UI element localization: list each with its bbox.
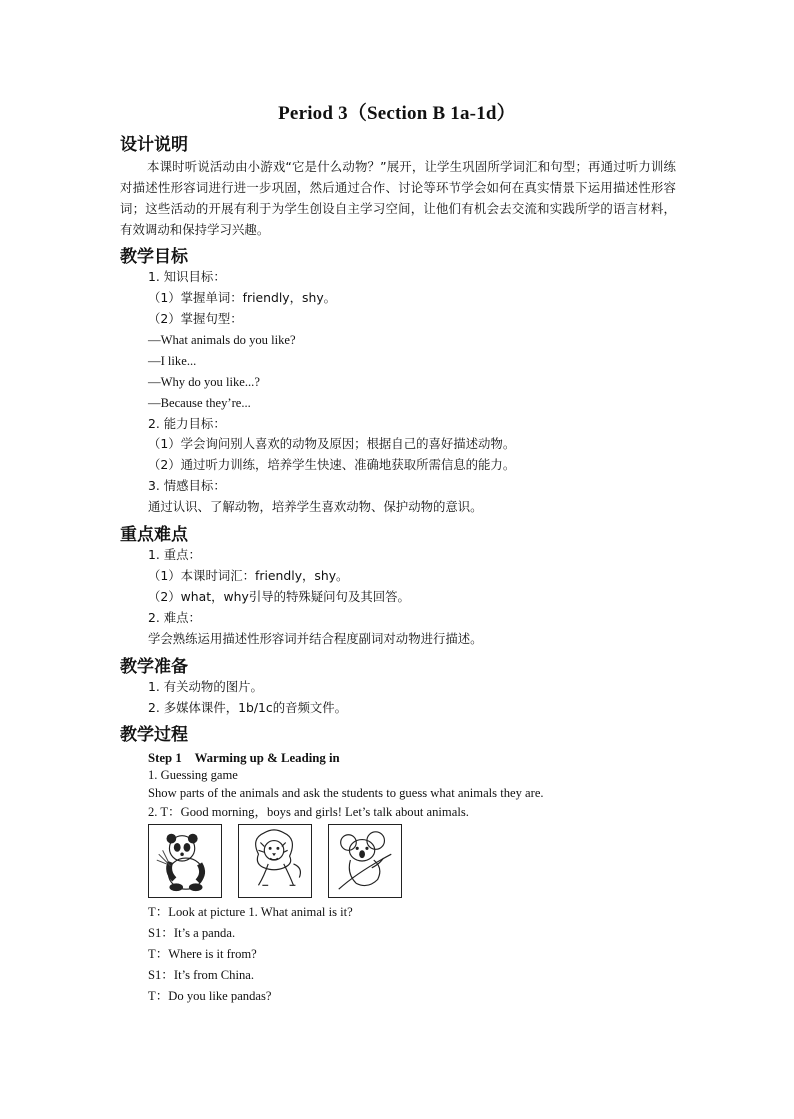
goal-line: 2. 能力目标： (148, 416, 226, 431)
dialogue-line: T：Look at picture 1. What animal is it? (148, 905, 353, 919)
goal-line: 1. 知识目标： (148, 269, 226, 284)
goal-line: （1）学会询问别人喜欢的动物及原因；根据自己的喜好描述动物。 (148, 436, 516, 451)
process-line: Show parts of the animals and ask the students to guess what animals they are. (148, 786, 544, 800)
panda-picture (148, 824, 222, 898)
dialogue-line: S1：It’s a panda. (148, 926, 236, 940)
dialogue-line: S1：It’s from China. (148, 968, 254, 982)
design-paragraph: 本课时听说活动由小游戏“它是什么动物？”展开，让学生巩固所学词汇和句型；再通过听力训练对描述性形容词进行进一步巩固，然后通过合作、讨论等环节学会如何在真实情景下运用描述性形容词；这些活动的开展有利于为学生创设自主学习空间，让他们有机会去交流和实践所学的语言材料，有效调动和保持学习兴趣。 (120, 159, 676, 237)
prep-line: 1. 有关动物的图片。 (148, 679, 263, 694)
page-title: Period 3（Section B 1a-1d） (278, 103, 516, 124)
goal-line: —Because they’re... (148, 396, 251, 410)
prep-heading: 教学准备 (120, 657, 188, 677)
lion-picture (238, 824, 312, 898)
lion-icon (239, 825, 311, 897)
goals-heading: 教学目标 (120, 247, 188, 267)
goal-line: 通过认识、了解动物，培养学生喜欢动物、保护动物的意识。 (148, 499, 483, 514)
keypoints-heading: 重点难点 (120, 525, 188, 545)
process-heading: 教学过程 (120, 725, 188, 745)
keypoint-line: 1. 重点： (148, 547, 201, 562)
dialogue-line: T：Do you like pandas? (148, 989, 272, 1003)
goal-line: —What animals do you like? (148, 333, 296, 347)
goal-line: —I like... (148, 354, 197, 368)
keypoint-line: 学会熟练运用描述性形容词并结合程度副词对动物进行描述。 (148, 631, 483, 646)
koala-picture (328, 824, 402, 898)
step-heading: Step 1 Warming up & Leading in (148, 751, 340, 765)
process-line: 2. T：Good morning，boys and girls! Let’s talk about animals. (148, 805, 469, 819)
dialogue-line: T：Where is it from? (148, 947, 257, 961)
goal-line: —Why do you like...? (148, 375, 260, 389)
design-heading: 设计说明 (120, 135, 188, 155)
prep-line: 2. 多媒体课件，1b/1c的音频文件。 (148, 700, 348, 715)
koala-icon (329, 825, 401, 897)
goal-line: （2）通过听力训练，培养学生快速、准确地获取所需信息的能力。 (148, 457, 516, 472)
keypoint-line: 2. 难点： (148, 610, 201, 625)
keypoint-line: （2）what，why引导的特殊疑问句及其回答。 (148, 589, 410, 604)
goal-line: （2）掌握句型： (148, 311, 243, 326)
goal-line: （1）掌握单词：friendly，shy。 (148, 290, 337, 305)
process-line: 1. Guessing game (148, 768, 238, 782)
goal-line: 3. 情感目标： (148, 478, 226, 493)
panda-icon (149, 825, 221, 897)
keypoint-line: （1）本课时词汇：friendly，shy。 (148, 568, 349, 583)
